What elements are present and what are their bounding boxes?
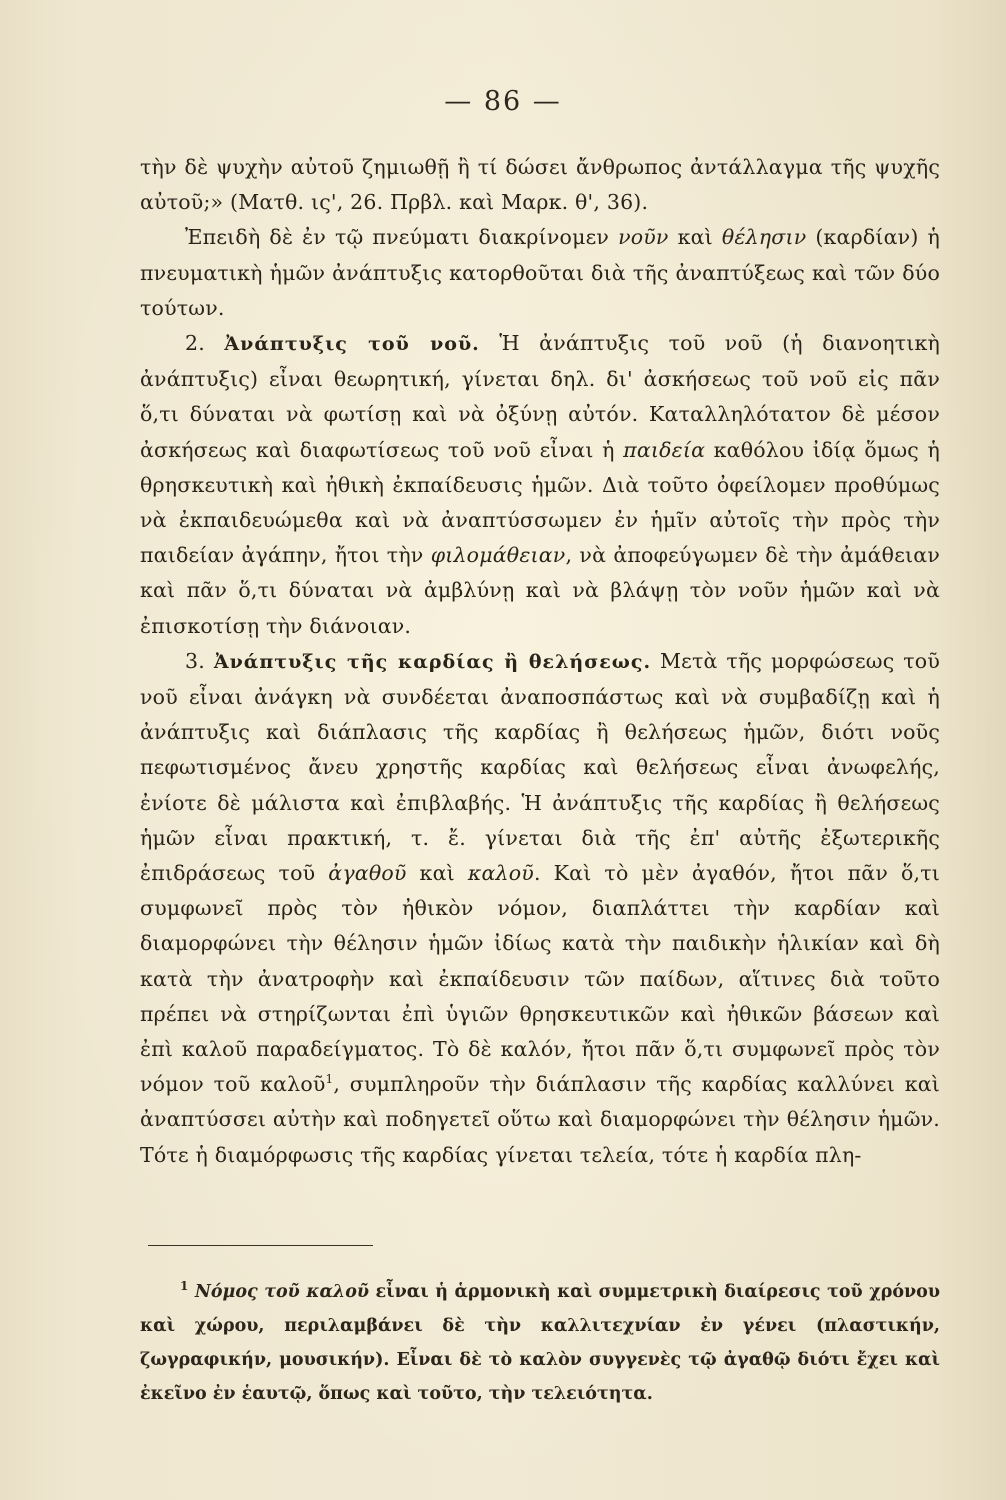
term-thelesis: θέλησιν (721, 225, 807, 250)
main-text (140, 150, 940, 1173)
section-3-text-c: . Καὶ τὸ μὲν ἀγαθόν, ἤτοι πᾶν ὅ,τι συμφωνεῖ πρὸς τὸν ἠθικὸν νόμον, διαπλάττει τὴν καρδίαν καὶ διαμορφώνει τὴν θέλησιν ἡμῶν ἰδίως κατὰ τὴν παιδικὴν ἡλικίαν καὶ δὴ κατὰ τὴν ἀνατροφὴν καὶ ἐκπαίδευσιν τῶν παίδων, αἵτινες διὰ τοῦτο πρέπει νὰ στηρίζωνται ἐπὶ ὑγιῶν θρησκευτικῶν καὶ ἠθικῶν βάσεων καὶ ἐπὶ καλοῦ παραδείγματος. Τὸ δὲ καλόν, ἤτοι πᾶν ὅ,τι συμφωνεῖ πρὸς τὸν νόμον τοῦ καλοῦ (140, 861, 941, 1097)
footnote-marker: 1 (180, 1279, 189, 1294)
footnote-divider (148, 1245, 373, 1246)
section-2-text-a: Ἡ ἀνάπτυξις τοῦ νοῦ (ἡ διανοητικὴ ἀνάπτυξις) εἶναι θεωρητική, γίνεται δηλ. δι' ἀσκήσεως τοῦ νοῦ εἰς πᾶν ὅ,τι δύναται νὰ φωτίσῃ καὶ νὰ ὀξύνῃ αὐτόν. Καταλληλότατον δὲ μέσον ἀσκήσεως καὶ διαφωτίσεως τοῦ νοῦ εἶναι ἡ (140, 331, 940, 462)
section-2-paragraph (140, 326, 940, 644)
section-2-heading: Ἀνάπτυξις τοῦ νοῦ. (224, 333, 480, 356)
footnote-term: Νόμος τοῦ καλοῦ (194, 1282, 370, 1302)
footnote (140, 1275, 940, 1411)
term-agathou: ἀγαθοῦ (328, 861, 407, 886)
paragraph-2-text-b: καὶ (668, 225, 722, 250)
paragraph-2-text-c: (καρδίαν) ἡ πνευματικὴ ἡμῶν ἀνάπτυξις κατορθοῦται διὰ τῆς ἀναπτύξεως καὶ τῶν δύο τούτων. (140, 225, 940, 320)
section-3-text-a: Μετὰ τῆς μορφώσεως τοῦ νοῦ εἶναι ἀνάγκη νὰ συνδέεται ἀναποσπάστως καὶ νὰ συμβαδίζῃ καὶ ἡ ἀνάπτυξις καὶ διάπλασις τῆς καρδίας ἢ θελήσεως ἡμῶν, διότι νοῦς πεφωτισμένος ἄνευ χρηστῆς καρδίας καὶ θελήσεως εἶναι ἀνωφελής, ἐνίοτε δὲ μάλιστα καὶ ἐπιβλαβής. Ἡ ἀνάπτυξις τῆς καρδίας ἢ θελήσεως ἡμῶν εἶναι πρακτική, τ. ἔ. γίνεται διὰ τῆς ἐπ' αὐτῆς ἐξωτερικῆς ἐπιδράσεως τοῦ (140, 648, 940, 886)
paragraph-2-text-a: Ἐπειδὴ δὲ ἐν τῷ πνεύματι διακρίνομεν (185, 225, 619, 250)
page-number: — 86 — (444, 86, 562, 117)
term-paideia: παιδεία (623, 437, 706, 462)
paragraph-1-text: τὴν δὲ ψυχὴν αὐτοῦ ζημιωθῇ ἢ τί δώσει ἄνθρωπος ἀντάλλαγμα τῆς ψυχῆς αὐτοῦ;» (Ματθ. ις', 26. Πρβλ. καὶ Μαρκ. θ', 36). (140, 155, 940, 215)
paragraph-2 (140, 220, 940, 326)
term-philomatheia: φιλομάθειαν (430, 543, 566, 568)
section-2-text-b: καθόλου ἰδίᾳ ὅμως ἡ θρησκευτικὴ καὶ ἠθικὴ ἐκπαίδευσις ἡμῶν. Διὰ τοῦτο ὀφείλομεν προθύμως νὰ ἐκπαιδευώμεθα καὶ νὰ ἀναπτύσσωμεν ἐν ἡμῖν αὐτοῖς τὴν πρὸς τὴν παιδείαν ἀγάπην, ἤτοι τὴν (140, 437, 940, 568)
footnote-reference: 1 (325, 1072, 334, 1087)
section-3-heading: Ἀνάπτυξις τῆς καρδίας ἢ θελήσεως. (213, 650, 652, 673)
section-3-number: 3. (185, 648, 214, 673)
section-3-text-d: , συμπληροῦν τὴν διάπλασιν τῆς καρδίας καλλύνει καὶ ἀναπτύσσει αὐτὴν καὶ ποδηγετεῖ οὕτω καὶ διαμορφώνει τὴν θέλησιν ἡμῶν. Τότε ἡ διαμόρφωσις τῆς καρδίας γίνεται τελεία, τότε ἡ καρδία πλη- (140, 1072, 940, 1167)
term-kalou: καλοῦ (467, 861, 534, 886)
section-3-paragraph (140, 644, 940, 1173)
footnote-text: εἶναι ἡ ἁρμονικὴ καὶ συμμετρικὴ διαίρεσις τοῦ χρόνου καὶ χώρου, περιλαμβάνει δὲ τὴν καλλιτεχνίαν ἐν γένει (πλαστικήν, ζωγραφικήν, μουσικήν). Εἶναι δὲ τὸ καλὸν συγγενὲς τῷ ἀγαθῷ διότι ἔχει καὶ ἐκεῖνο ἐν ἑαυτῷ, ὅπως καὶ τοῦτο, τὴν τελειότητα. (140, 1282, 940, 1404)
section-2-number: 2. (185, 331, 225, 356)
paragraph-1 (140, 150, 940, 220)
term-nous: νοῦν (618, 225, 669, 250)
section-2-text-c: , νὰ ἀποφεύγωμεν δὲ τὴν ἀμάθειαν καὶ πᾶν ὅ,τι δύναται νὰ ἀμβλύνῃ καὶ νὰ βλάψῃ τὸν νοῦν ἡμῶν καὶ νὰ ἐπισκοτίσῃ τὴν διάνοιαν. (140, 543, 940, 638)
section-3-text-b: καὶ (406, 861, 468, 886)
